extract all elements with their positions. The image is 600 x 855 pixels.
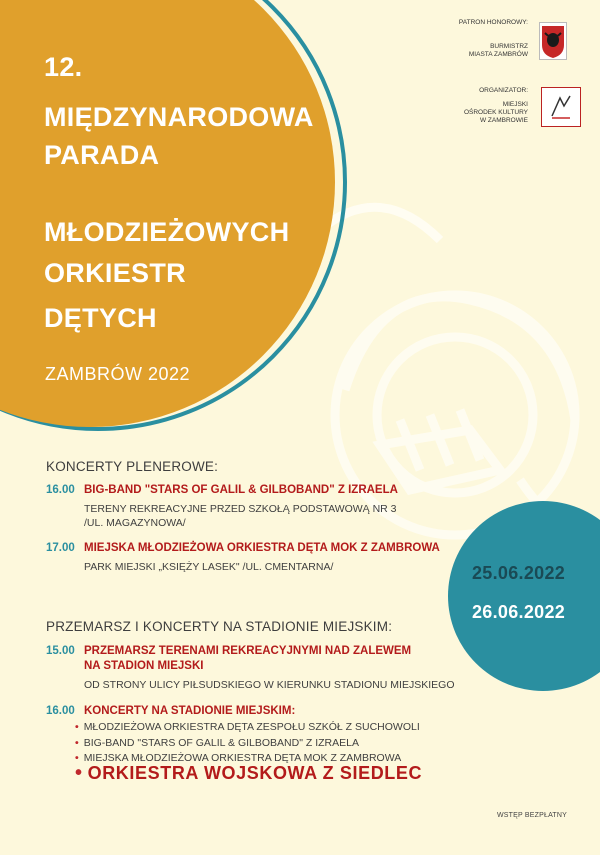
day2-heading: PRZEMARSZ I KONCERTY NA STADIONIE MIEJSKIM: bbox=[46, 619, 393, 634]
band-list-item: • MŁODZIEŻOWA ORKIESTRA DĘTA ZESPOŁU SZKÓŁ Z SUCHOWOLI bbox=[75, 721, 420, 733]
event-title: KONCERTY NA STADIONIE MIEJSKIM: bbox=[84, 705, 296, 717]
bullet-dot-icon: • bbox=[75, 737, 79, 749]
headliner-item: • ORKIESTRA WOJSKOWA Z SIEDLEC bbox=[75, 762, 423, 784]
organizer-block bbox=[464, 87, 528, 125]
event-place-line1: PARK MIEJSKI „KSIĘŻY LASEK" /UL. CMENTARNA/ bbox=[84, 561, 334, 573]
title-line-orchestras: ORKIESTR bbox=[44, 258, 186, 288]
patron-name-line2: MIASTA ZAMBRÓW bbox=[468, 51, 528, 58]
title-line-international: MIĘDZYNARODOWA bbox=[44, 102, 314, 132]
event-title: BIG-BAND "STARS OF GALIL & GILBOBAND" Z IZRAELA bbox=[84, 484, 398, 496]
organizer-label: ORGANIZATOR: bbox=[479, 87, 528, 94]
bull-crest-icon bbox=[539, 22, 567, 60]
date-day2: 26.06.2022 bbox=[472, 602, 566, 622]
patron-label: PATRON HONOROWY: bbox=[458, 19, 528, 26]
event-place-line2: /UL. MAGAZYNOWA/ bbox=[84, 517, 186, 529]
event-time: 15.00 bbox=[46, 645, 75, 657]
patron-block bbox=[459, 19, 528, 59]
date-separator bbox=[460, 589, 600, 592]
bullet-dot-icon: • bbox=[75, 762, 83, 784]
title-line-parade: PARADA bbox=[44, 140, 160, 170]
organizer-name-line3: W ZAMBROWIE bbox=[479, 117, 528, 124]
event-title-line2: NA STADION MIEJSKI bbox=[84, 660, 204, 672]
event-title-line1: PRZEMARSZ TERENAMI REKREACYJNYMI NAD ZALEWEM bbox=[84, 645, 412, 657]
event-time: 16.00 bbox=[46, 705, 75, 717]
organizer-name-line1: MIEJSKI bbox=[502, 101, 528, 108]
day1-heading: KONCERTY PLENEROWE: bbox=[46, 459, 219, 474]
event-place-line1: OD STRONY ULICY PIŁSUDSKIEGO W KIERUNKU STADIONU MIEJSKIEGO bbox=[84, 679, 455, 691]
organizer-name-line2: OŚRODEK KULTURY bbox=[463, 109, 528, 116]
mok-logo-icon bbox=[541, 87, 581, 127]
patron-name-line1: BURMISTRZ bbox=[490, 43, 528, 50]
free-entry-note: WSTĘP BEZPŁATNY bbox=[497, 812, 568, 819]
date-day1: 25.06.2022 bbox=[472, 563, 566, 583]
event-title: MIEJSKA MŁODZIEŻOWA ORKIESTRA DĘTA MOK Z ZAMBROWA bbox=[84, 542, 440, 554]
title-number: 12. bbox=[44, 52, 83, 82]
bullet-dot-icon: • bbox=[75, 721, 79, 733]
event-place-line1: TERENY REKREACYJNE PRZED SZKOŁĄ PODSTAWOWĄ NR 3 bbox=[84, 503, 397, 515]
event-time: 17.00 bbox=[46, 542, 75, 554]
title-line-brass: DĘTYCH bbox=[44, 303, 157, 333]
city-year: ZAMBRÓW 2022 bbox=[45, 364, 191, 384]
band-list-item: • MIEJSKA MŁODZIEŻOWA ORKIESTRA DĘTA MOK Z ZAMBROWA bbox=[75, 752, 402, 764]
bullet-dot-icon: • bbox=[75, 752, 79, 764]
title-line-youth: MŁODZIEŻOWYCH bbox=[44, 217, 290, 247]
event-time: 16.00 bbox=[46, 484, 75, 496]
band-list-item: • BIG-BAND "STARS OF GALIL & GILBOBAND" Z IZRAELA bbox=[75, 737, 359, 749]
